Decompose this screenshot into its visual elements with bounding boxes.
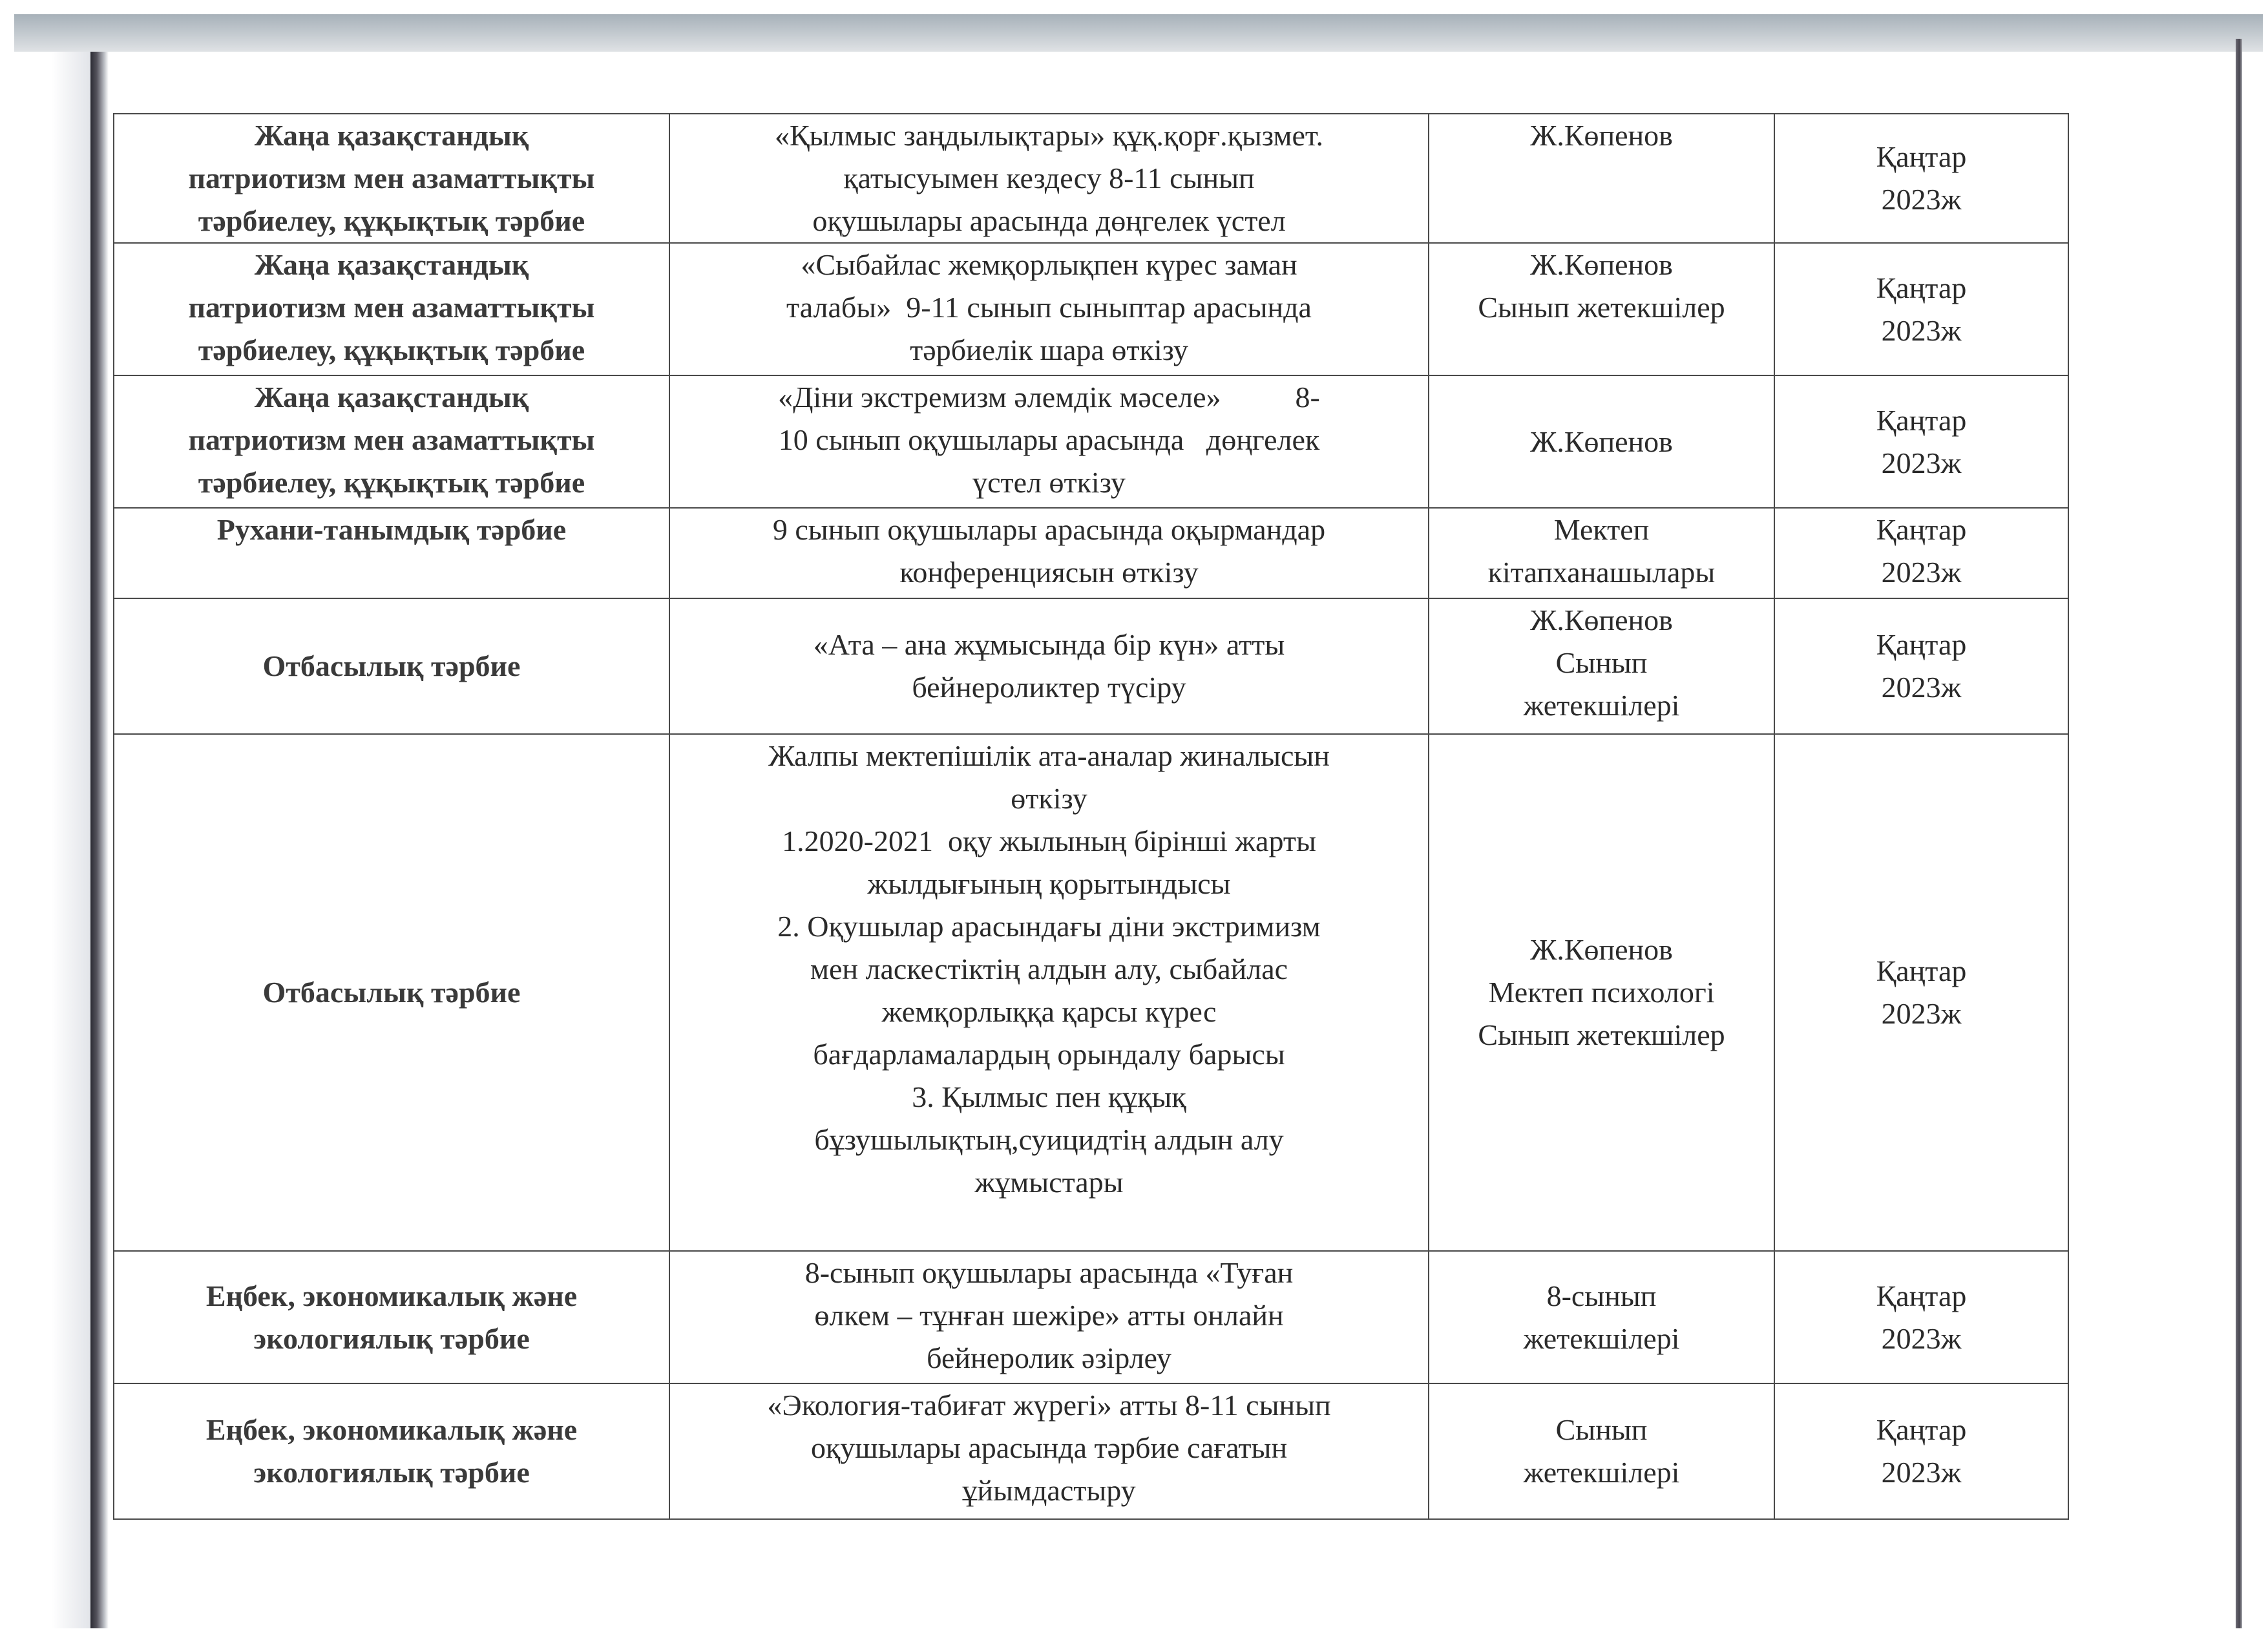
cell-text-line: өлкем – тұнған шежіре» атты онлайн [814,1299,1284,1332]
cell-text-line: 1.2020-2021 оқу жылының бірінші жарты [782,824,1316,857]
responsible-cell [1429,734,1774,1251]
cell-text-line: экологиялық тәрбие [253,1456,530,1489]
cell-text-line: Отбасылық тәрбие [262,649,521,682]
date-cell [1774,114,2068,243]
direction-cell [114,375,669,508]
cell-text-line: 10 сынып оқушылары арасында дөңгелек [778,423,1320,456]
table-row [114,1251,2068,1383]
cell-text-line: жылдығының қорытындысы [867,867,1231,900]
cell-text-line: Жаңа қазақстандық [254,248,529,281]
responsible-cell [1429,598,1774,734]
table-body [114,114,2068,1519]
cell-text-line: мен ласкестіктің алдын алу, сыбайлас [810,952,1288,985]
event-cell [669,114,1429,243]
cell-text-line: «Экология-табиғат жүрегі» атты 8-11 сынып [767,1389,1331,1422]
cell-text-line: Қаңтар [1876,140,1967,173]
responsible-cell [1429,114,1774,243]
cell-text-line: патриотизм мен азаматтықты [188,423,595,456]
cell-text-line: Ж.Көпенов [1530,933,1673,966]
cell-text-line: Ж.Көпенов [1530,248,1673,281]
cell-text-line: «Сыбайлас жемқорлықпен күрес заман [801,248,1297,281]
cell-text-line: Қаңтар [1876,271,1967,304]
event-cell [669,375,1429,508]
cell-text-line: бағдарламалардың орындалу барысы [813,1038,1285,1071]
page-binding-left [90,52,109,1628]
direction-cell [114,243,669,375]
cell-text-line: Мектеп психологі [1488,976,1715,1009]
cell-text-line: 2023ж [1881,446,1962,479]
cell-text-line: Еңбек, экономикалық және [205,1279,578,1312]
event-cell [669,1383,1429,1519]
cell-text-line: тәрбиелеу, құқықтық тәрбие [198,204,585,237]
page-edge-right [2236,39,2242,1628]
date-cell [1774,734,2068,1251]
cell-text-line: Қаңтар [1876,1279,1967,1312]
cell-text-line: 2023ж [1881,1321,1962,1355]
cell-text-line: 2023ж [1881,1456,1962,1489]
table-row [114,375,2068,508]
cell-text-line: Ж.Көпенов [1530,425,1673,458]
cell-text-line: экологиялық тәрбие [253,1321,530,1355]
page-margin-shadow [52,52,90,1628]
direction-cell [114,1383,669,1519]
direction-cell [114,734,669,1251]
cell-text-line: қатысуымен кездесу 8-11 сынып [843,162,1255,194]
cell-text-line: тәрбиелік шара өткізу [910,333,1188,366]
table-row [114,243,2068,375]
date-cell [1774,1251,2068,1383]
cell-text-line: патриотизм мен азаматтықты [188,162,595,194]
cell-text-line: оқушылары арасында дөңгелек үстел [812,204,1286,237]
cell-text-line: Сынып [1555,1413,1648,1446]
cell-text-line: жетекшілері [1523,1321,1680,1355]
event-cell [669,243,1429,375]
event-cell [669,508,1429,598]
cell-text-line: жемқорлыққа қарсы күрес [881,995,1217,1028]
cell-text-line: Жаңа қазақстандық [254,119,529,152]
cell-text-line: Сынып жетекшілер [1478,291,1725,324]
table-row [114,114,2068,243]
cell-text-line: Жаңа қазақстандық [254,381,529,414]
cell-text-line: патриотизм мен азаматтықты [188,291,595,324]
direction-cell [114,1251,669,1383]
cell-text-line: 2023ж [1881,556,1962,589]
cell-text-line: Ж.Көпенов [1530,119,1673,152]
cell-text-line: 2023ж [1881,997,1962,1030]
date-cell [1774,508,2068,598]
direction-cell [114,598,669,734]
cell-text-line: бейнероликтер түсіру [912,671,1186,704]
cell-text-line: Отбасылық тәрбие [262,976,521,1009]
cell-text-line: Еңбек, экономикалық және [205,1413,578,1446]
scanner-lid-edge [14,14,2263,52]
cell-text-line: 2023ж [1881,183,1962,216]
event-cell [669,734,1429,1251]
education-plan-table [113,113,2069,1520]
cell-text-line: кітапханашылары [1487,556,1716,589]
date-cell [1774,375,2068,508]
date-cell [1774,1383,2068,1519]
responsible-cell [1429,1383,1774,1519]
cell-text-line: «Діни экстремизм әлемдік мәселе» 8- [778,381,1320,414]
cell-text-line: 8-сынып оқушылары арасында «Туған [804,1256,1294,1289]
cell-text-line: Жалпы мектепішілік ата-аналар жиналысын [768,739,1330,772]
responsible-cell [1429,243,1774,375]
cell-text-line: оқушылары арасында тәрбие сағатын [810,1431,1288,1464]
cell-text-line: Қаңтар [1876,1413,1967,1446]
cell-text-line: 2023ж [1881,313,1962,347]
event-cell [669,1251,1429,1383]
cell-text-line: 9 сынып оқушылары арасында оқырмандар [772,513,1326,546]
cell-text-line: Қаңтар [1876,954,1967,987]
cell-text-line: 3. Қылмыс пен құқық [912,1080,1186,1113]
cell-text-line: ұйымдастыру [962,1474,1136,1507]
cell-text-line: Сынып жетекшілер [1478,1018,1725,1051]
cell-text-line: бейнеролик әзірлеу [927,1341,1171,1374]
cell-text-line: Мектеп [1553,513,1650,546]
cell-text-line: Ж.Көпенов [1530,604,1673,636]
responsible-cell [1429,1251,1774,1383]
cell-text-line: «Қылмыс заңдылықтары» құқ.қорғ.қызмет. [774,119,1324,152]
cell-text-line: жұмыстары [974,1166,1124,1199]
cell-text-line: талабы» 9-11 сынып сыныптар арасында [786,291,1312,324]
cell-text-line: тәрбиелеу, құқықтық тәрбие [198,333,585,366]
direction-cell [114,114,669,243]
responsible-cell [1429,375,1774,508]
responsible-cell [1429,508,1774,598]
table-row [114,1383,2068,1519]
cell-text-line: 8-сынып [1546,1279,1657,1312]
cell-text-line: Сынып [1555,646,1648,679]
cell-text-line: Қаңтар [1876,513,1967,546]
table-row [114,734,2068,1251]
cell-text-line: Қаңтар [1876,628,1967,661]
table-row [114,508,2068,598]
table-row [114,598,2068,734]
cell-text-line: 2. Оқушылар арасындағы діни экстримизм [777,910,1321,943]
cell-text-line: тәрбиелеу, құқықтық тәрбие [198,466,585,499]
cell-text-line: жетекшілері [1523,689,1680,722]
cell-text-line: өткізу [1011,782,1087,815]
cell-text-line: Рухани-танымдық тәрбие [216,513,567,546]
event-cell [669,598,1429,734]
cell-text-line: Қаңтар [1876,403,1967,437]
cell-text-line: үстел өткізу [972,466,1126,499]
cell-text-line: жетекшілері [1523,1456,1680,1489]
cell-text-line: 2023ж [1881,671,1962,704]
cell-text-line: «Ата – ана жұмысында бір күн» атты [813,628,1285,661]
date-cell [1774,243,2068,375]
cell-text-line: конференциясын өткізу [899,556,1199,589]
cell-text-line: бұзушылықтың,суицидтің алдын алу [814,1123,1284,1156]
direction-cell [114,508,669,598]
date-cell [1774,598,2068,734]
